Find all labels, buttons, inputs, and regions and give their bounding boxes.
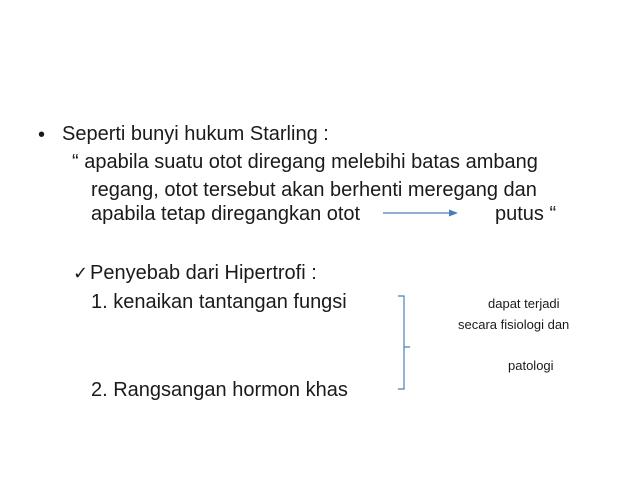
quote-line-1: “ apabila suatu otot diregang melebihi batas ambang [72, 151, 538, 173]
checkmark-icon: ✓ [73, 263, 89, 283]
bullet-icon: • [38, 124, 46, 146]
check-heading: Penyebab dari Hipertrofi : [90, 262, 317, 284]
note-line-2: secara fisiologi dan [458, 317, 570, 332]
note-line-3: patologi [508, 358, 554, 373]
arrow-icon [383, 210, 458, 217]
quote-line-2: regang, otot tersebut akan berhenti meregang dan [91, 179, 537, 201]
brace-icon [398, 296, 410, 389]
cause-item-1: 1. kenaikan tantangan fungsi [91, 291, 347, 313]
quote-end: putus “ [495, 203, 557, 225]
note-line-1: dapat terjadi [488, 296, 560, 311]
quote-line-3: apabila tetap diregangkan otot [91, 203, 361, 225]
bullet-heading: Seperti bunyi hukum Starling : [62, 123, 329, 145]
cause-item-2: 2. Rangsangan hormon khas [91, 379, 348, 401]
